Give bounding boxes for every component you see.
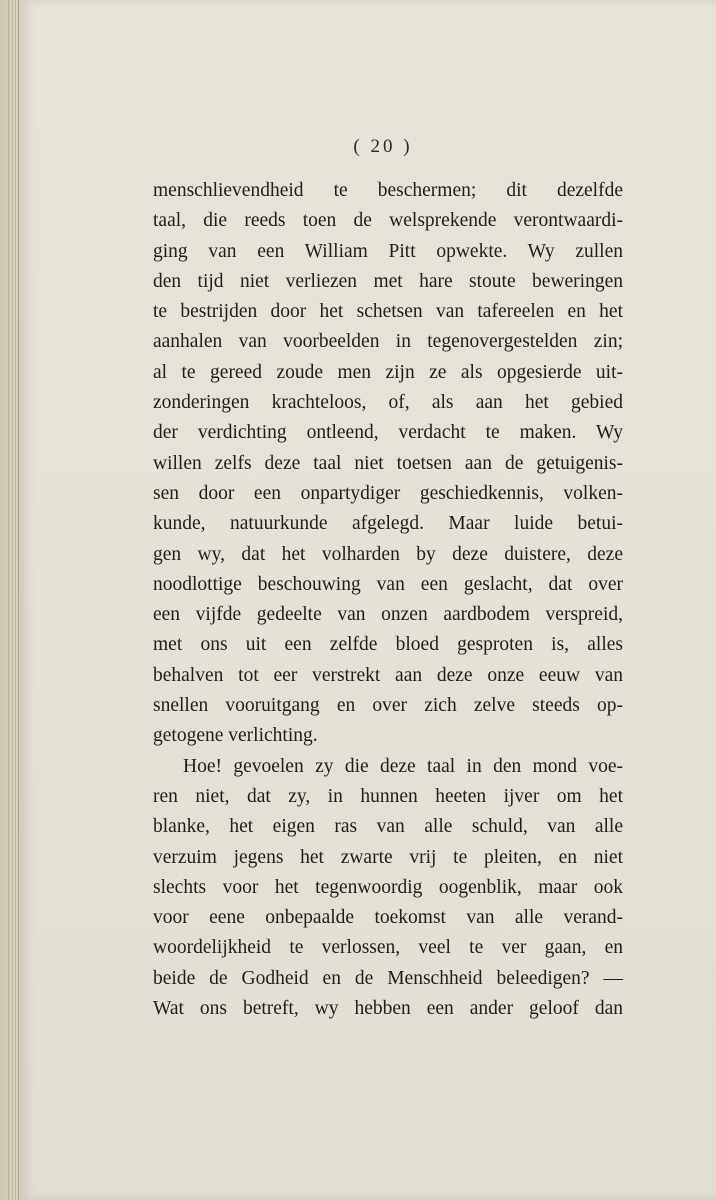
text-line: noodlottige beschouwing van een geslacht, dat over bbox=[153, 573, 623, 595]
text-line: ging van een William Pitt opwekte. Wy zullen bbox=[153, 240, 623, 262]
text-line: al te gereed zoude men zijn ze als opgesierde uit- bbox=[153, 361, 623, 383]
page-number: ( 20 ) bbox=[353, 136, 413, 157]
text-line: te bestrijden door het schetsen van tafereelen en het bbox=[153, 301, 623, 323]
text-line: aanhalen van voorbeelden in tegenovergestelden zin; bbox=[153, 331, 623, 353]
paragraph-start-line: Hoe! gevoelen zy die deze taal in den mond voe- bbox=[183, 755, 623, 777]
text-line: ren niet, dat zy, in hunnen heeten ijver om het bbox=[153, 785, 623, 807]
text-line: verzuim jegens het zwarte vrij te pleiten, en niet bbox=[153, 846, 623, 868]
text-line: een vijfde gedeelte van onzen aardbodem verspreid, bbox=[153, 604, 623, 626]
text-line: voor eene onbepaalde toekomst van alle verand- bbox=[153, 907, 623, 929]
text-line: met ons uit een zelfde bloed gesproten is, alles bbox=[153, 634, 623, 656]
body-text bbox=[153, 176, 623, 1024]
page-edge bbox=[8, 0, 9, 1200]
text-line: willen zelfs deze taal niet toetsen aan de getuigenis- bbox=[153, 452, 623, 474]
paragraph-end-line: getogene verlichting. bbox=[153, 725, 318, 747]
text-line: zonderingen krachteloos, of, als aan het gebied bbox=[153, 392, 623, 414]
text-line: woordelijkheid te verlossen, veel te ver gaan, en bbox=[153, 937, 623, 959]
page-edge bbox=[18, 0, 19, 1200]
text-line: menschlievendheid te beschermen; dit dezelfde bbox=[153, 180, 623, 201]
text-line: sen door een onpartydiger geschiedkennis, volken- bbox=[153, 482, 623, 504]
text-line: taal, die reeds toen de welsprekende verontwaardi- bbox=[153, 210, 623, 232]
text-line: slechts voor het tegenwoordig oogenblik, maar ook bbox=[153, 876, 623, 898]
text-line: den tijd niet verliezen met hare stoute beweringen bbox=[153, 270, 623, 292]
page-edge bbox=[12, 0, 13, 1200]
text-line: kunde, natuurkunde afgelegd. Maar luide betui- bbox=[153, 513, 623, 535]
page-edge bbox=[15, 0, 16, 1200]
text-line: der verdichting ontleend, verdacht te maken. Wy bbox=[153, 422, 623, 444]
text-line: gen wy, dat het volharden by deze duistere, deze bbox=[153, 543, 623, 565]
text-line: snellen vooruitgang en over zich zelve steeds op- bbox=[153, 695, 623, 717]
text-line: beide de Godheid en de Menschheid beleedigen? — bbox=[153, 967, 623, 989]
text-line: behalven tot eer verstrekt aan deze onze eeuw van bbox=[153, 664, 623, 686]
text-line: Wat ons betreft, wy hebben een ander geloof dan bbox=[153, 998, 623, 1020]
text-line: blanke, het eigen ras van alle schuld, van alle bbox=[153, 816, 623, 838]
